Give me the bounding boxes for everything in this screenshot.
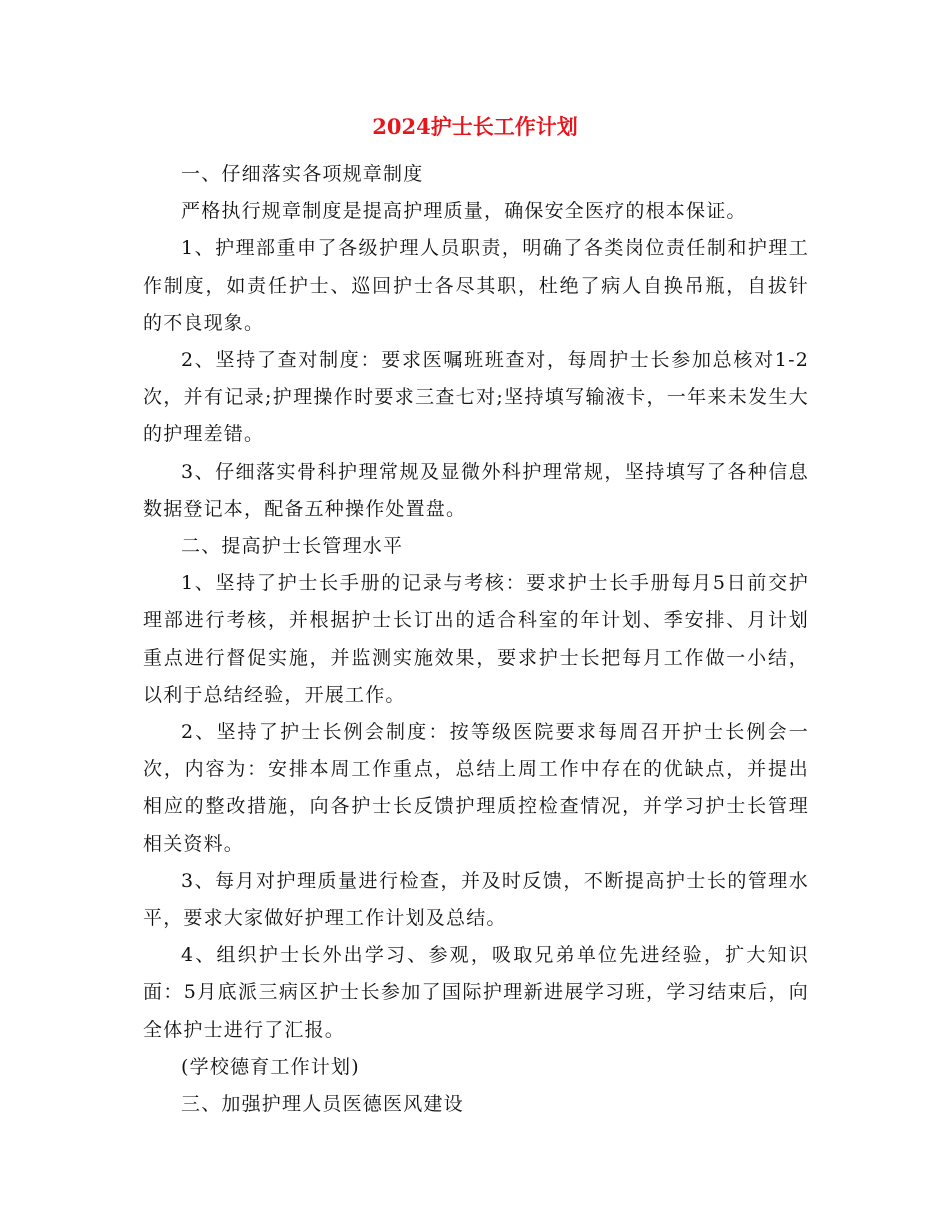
paragraph: 3、每月对护理质量进行检查，并及时反馈，不断提高护士长的管理水平，要求大家做好护理工作计划及总结。 [143,869,809,930]
paragraph: 严格执行规章制度是提高护理质量，确保安全医疗的根本保证。 [181,200,747,223]
document-title: 2024护士长工作计划 [372,114,578,139]
paragraph: (学校德育工作计划) [181,1055,360,1078]
paragraph: 1、坚持了护士长手册的记录与考核：要求护士长手册每月5日前交护理部进行考核，并根据护士长订出的适合科室的年计划、季安排、月计划重点进行督促实施，并监测实施效果，要求护士长把每月工作做一小结，以利于总结经验，开展工作。 [143,572,809,706]
paragraph: 1、护理部重申了各级护理人员职责，明确了各类岗位责任制和护理工作制度，如责任护士、巡回护士各尽其职，杜绝了病人自换吊瓶，自拔针的不良现象。 [143,237,809,334]
paragraph: 2、坚持了护士长例会制度：按等级医院要求每周召开护士长例会一次，内容为：安排本周工作重点，总结上周工作中存在的优缺点，并提出相应的整改措施，向各护士长反馈护理质控检查情况，并学习护士长管理相关资料。 [143,721,809,855]
paragraph: 2、坚持了查对制度：要求医嘱班班查对，每周护士长参加总核对1-2次，并有记录;护理操作时要求三查七对;坚持填写输液卡，一年来未发生大的护理差错。 [143,349,809,446]
section-heading-2: 二、提高护士长管理水平 [181,535,404,558]
section-heading-1: 一、仔细落实各项规章制度 [181,163,424,185]
section-heading-3: 三、加强护理人员医德医风建设 [181,1093,464,1116]
paragraph: 4、组织护士长外出学习、参观，吸取兄弟单位先进经验，扩大知识面：5月底派三病区护士长参加了国际护理新进展学习班，学习结束后，向全体护士进行了汇报。 [143,944,809,1041]
document-body [143,156,809,1123]
paragraph: 3、仔细落实骨科护理常规及显微外科护理常规，坚持填写了各种信息数据登记本，配备五种操作处置盘。 [143,460,809,520]
